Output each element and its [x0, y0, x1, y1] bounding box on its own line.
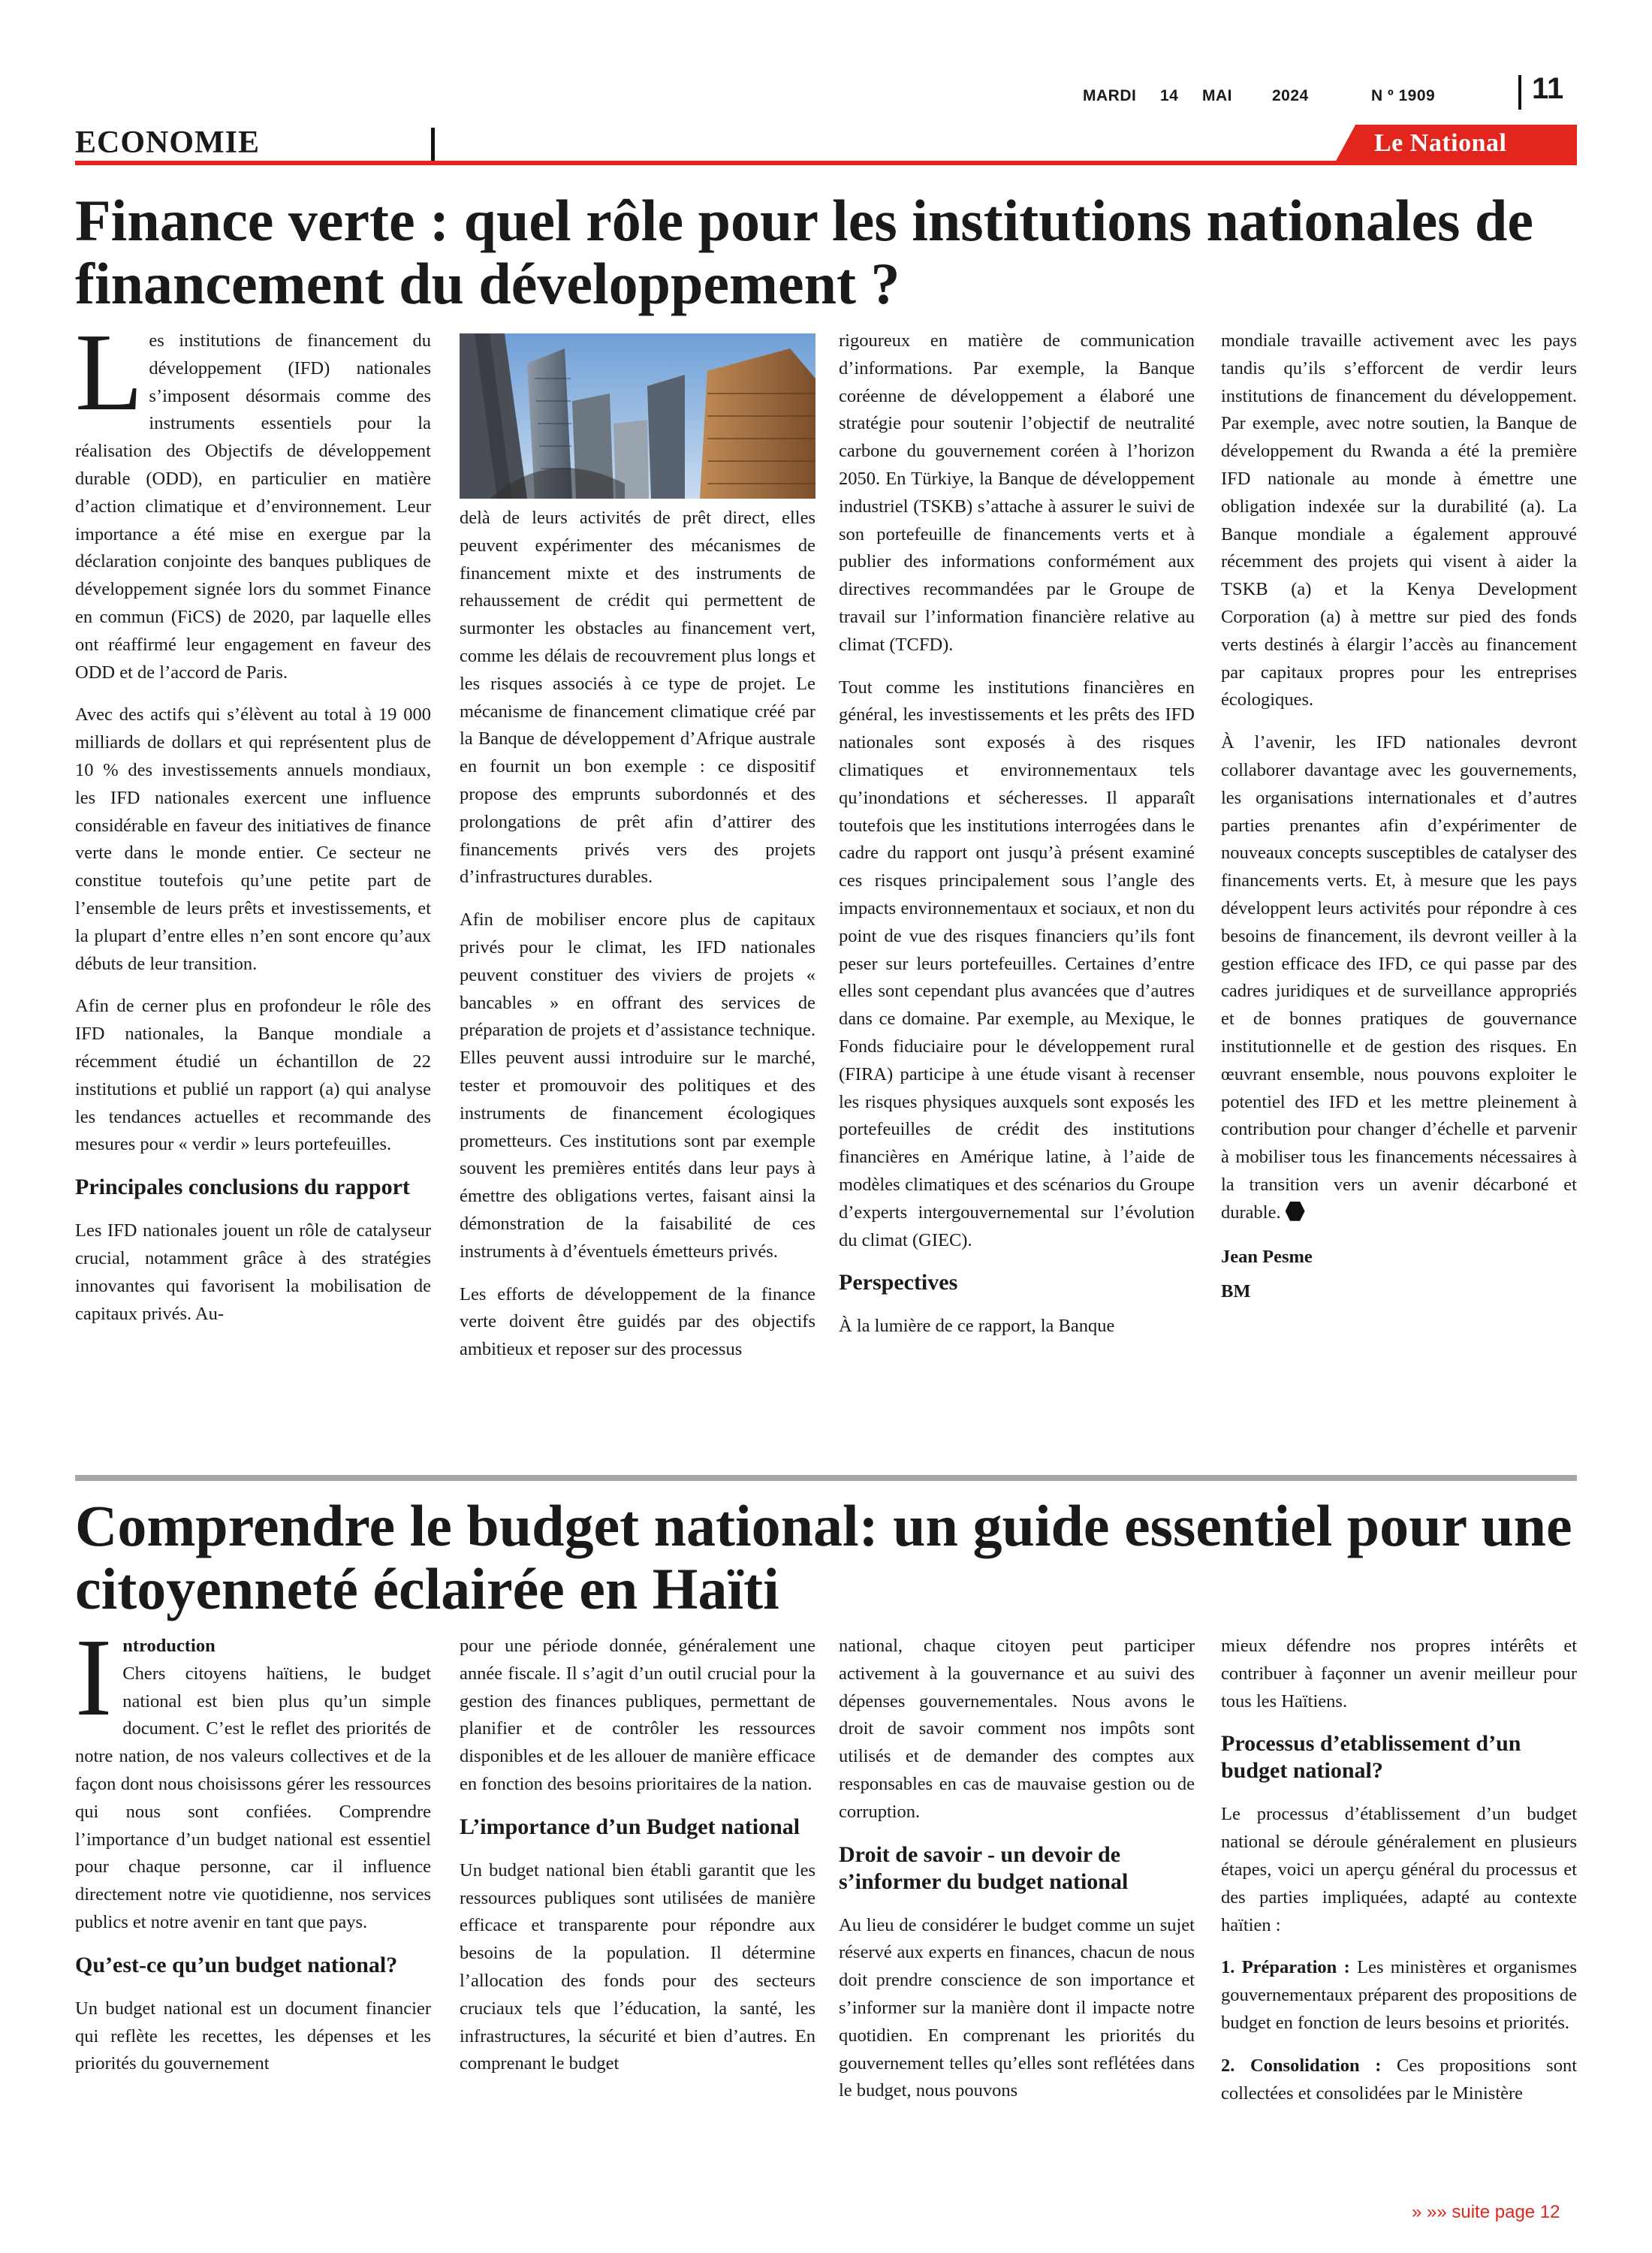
article2-step: 2. Consolidation : Ces propositions sont collectées et consolidées par le Ministère — [1221, 2055, 1577, 2104]
article1-dropcap: L — [75, 311, 143, 434]
article1-author-affiliation: BM — [1221, 1281, 1251, 1302]
article2-column-3 — [839, 1633, 1195, 2120]
article1-paragraph: mondiale travaille activement avec les pays tandis qu’ils s’efforcent de verdir leurs institutions de financement du développement. Par exemple, avec notre soutien, la Banque de développement du Rwanda a été la première IFD nationale au monde à émettre une obligation indexée sur la durabilité (a). La Banque mondiale a également approuvé récemment des projets qui visent à aider la TSKB (a) et la Kenya Development Corporation (a) à mettre sur pied des fonds verts destinés à élargir l’accès au financement par capitaux propres pour les entreprises écologiques. — [1221, 330, 1577, 710]
page-number-bar — [1518, 75, 1521, 110]
continuation-link[interactable]: » »» suite page 12 — [1412, 2202, 1560, 2222]
article1-paragraph: Afin de cerner plus en profondeur le rôle des IFD nationales, la Banque mondiale a récemment étudié un échantillon de 22 institutions et publié un rapport (a) qui analyse les tendances actuelles et recommande des mesures pour « verdir » leurs portefeuilles. — [75, 996, 431, 1155]
article1-column-2 — [460, 505, 815, 1379]
article2-paragraph: national, chaque citoyen peut participer activement à la gouvernance et au suivi des dépenses gouvernementales. Nous avons le droit de savoir comment nos impôts sont utilisés et de demander des comptes aux responsables en cas de mauvaise gestion ou de corruption. — [839, 1636, 1195, 1822]
article1-headline: Finance verte : quel rôle pour les institutions nationales de financement du développement ? — [75, 188, 1534, 316]
article1-paragraph: Les IFD nationales jouent un rôle de catalyseur crucial, notamment grâce à des stratégies innovantes qui favorisent la mobilisation de capitaux privés. Au- — [75, 1220, 431, 1324]
article2-dropcap: I — [75, 1616, 113, 1739]
article1-photo-skyscrapers — [460, 333, 815, 499]
step-label: 2. Consolidation : — [1221, 2055, 1382, 2076]
article1-paragraph: Avec des actifs qui s’élèvent au total à 19 000 milliards de dollars et qui représentent plus de 10 % des investissements annuels mondiaux, les IFD nationales exercent une influence considérable en faveur des initiatives de finance verte dans le monde entier. Ce secteur ne constitue toutefois qu’une petite part de l’ensemble de leurs prêts et investissements, et la plupart d’entre elles n’en sont encore qu’aux débuts de leur transition. — [75, 704, 431, 974]
header-date: 14 — [1160, 87, 1179, 104]
article1-paragraph: rigoureux en matière de communication d’informations. Par exemple, la Banque coréenne de développement a élaboré une stratégie pour soutenir l’objectif de neutralité carbone du gouvernement coréen à l’horizon 2050. En Türkiye, la Banque de développement industriel (TSKB) s’attache à assurer le suivi de son portefeuille de financements verts et à publier des informations conformément aux directives recommandées par le Groupe de travail sur l’information financière relative au climat (TCFD). — [839, 330, 1195, 655]
article2-paragraph: mieux défendre nos propres intérêts et contribuer à façonner un avenir meilleur pour tous les Haïtiens. — [1221, 1636, 1577, 1712]
article1-paragraph: Afin de mobiliser encore plus de capitaux privés pour le climat, les IFD nationales peuvent constituer des viviers de projets « bancables » en offrant des services de préparation de projets et d’assistance technique. Elles peuvent aussi introduire sur le marché, tester et promouvoir des politiques et des instruments de financement écologiques prometteurs. Ces institutions sont par exemple souvent les premières entités dans leur pays à émettre des obligations vertes, faisant ainsi la démonstration de la faisabilité de ces instruments à d’éventuels émetteurs privés. — [460, 909, 815, 1262]
end-of-article-icon — [1286, 1202, 1305, 1221]
article2-paragraph: Au lieu de considérer le budget comme un sujet réservé aux experts en finances, chacun de nous doit prendre conscience de son importance et s’informer sur la manière dont il impacte notre quotidien. En comprenant les priorités du gouvernement telles qu’elles sont reflétées dans le budget, nous pouvons — [839, 1914, 1195, 2101]
article2-subheading: Droit de savoir - un devoir de s’informer du budget national — [839, 1841, 1129, 1894]
article-divider — [75, 1475, 1577, 1481]
article1-column-4 — [1221, 327, 1577, 1306]
article1-paragraph: À la lumière de ce rapport, la Banque — [839, 1316, 1115, 1337]
article2-paragraph: pour une période donnée, généralement une année fiscale. Il s’agit d’un outil crucial pour la gestion des finances publiques, permettant de planifier et de contrôler les ressources disponibles et de les allouer de manière efficace en fonction des besoins prioritaires de la nation. — [460, 1636, 815, 1794]
header-year: 2024 — [1272, 87, 1309, 104]
article2-paragraph: Un budget national est un document financier qui reflète les recettes, les dépenses et les priorités du gouvernement — [75, 1998, 431, 2074]
article1-column-1 — [75, 311, 431, 1343]
article2-paragraph: Le processus d’établissement d’un budget national se déroule généralement en plusieurs étapes, voici un aperçu général du processus et des parties impliquées, adapté au contexte haïtien : — [1221, 1804, 1577, 1935]
header-month: MAI — [1202, 87, 1232, 104]
section-bar — [431, 128, 435, 161]
article2-subheading: Qu’est-ce qu’un budget national? — [75, 1952, 398, 1977]
article2-subheading: L’importance d’un Budget national — [460, 1814, 800, 1839]
article1-paragraph: Les efforts de développement de la finance verte doivent être guidés par des objectifs ambitieux et reposer sur des processus — [460, 1283, 815, 1360]
brand-name: Le National — [1374, 129, 1507, 157]
article2-headline: Comprendre le budget national: un guide essentiel pour une citoyenneté éclairée en Haïti — [75, 1493, 1572, 1621]
article1-paragraph: delà de leurs activités de prêt direct, elles peuvent expérimenter des mécanismes de financement mixte et des instruments de rehaussement de crédit qui permettent de surmonter les obstacles au financement vert, comme les délais de recouvrement plus longs et les risques associés à ce type de projet. Le mécanisme de financement climatique créé par la Banque de développement d’Afrique australe en fournit un bon exemple : ce dispositif propose des emprunts subordonnés et des prolongations de prêt afin d’attirer des financements privés vers des projets d’infrastructures durables. — [460, 508, 815, 888]
article2-intro-label: ntroduction — [122, 1636, 216, 1656]
article2-column-4 — [1221, 1633, 1577, 2122]
article1-paragraph: Tout comme les institutions financières en général, les investissements et les prêts des IFD nationales sont exposés à des risques climatiques et environnementaux tels qu’inondations et sécheresses. Il apparaît toutefois que les institutions interrogées dans le cadre du rapport ont jusqu’à présent examiné ces risques principalement sous l’angle des impacts environnementaux et sociaux, et non du point de vue des risques financiers qu’ils font peser sur leurs portefeuilles. Certaines d’entre elles sont cependant plus avancées que d’autres dans ce domaine. Par exemple, au Mexique, le Fonds fiduciaire pour le développement rural (FIRA) participe à une étude visant à recenser les risques physiques auxquels sont exposés les portefeuilles de crédit des institutions financières en Amérique latine, à l’aide de modèles climatiques et des scénarios du Groupe d’experts intergouvernemental sur l’évolution du climat (GIEC). — [839, 677, 1195, 1250]
article2-paragraph: Introduction Chers citoyens haïtiens, le budget national est bien plus qu’un simple document. C’est le reflet des priorités de notre nation, de nos valeurs collectives et de la façon dont nous choisissons gérer les ressources qui nous sont confiées. Comprendre l’importance d’un budget national est essentiel pour chaque personne, car il influence directement notre vie quotidienne, nos services publics et notre avenir en tant que pays. — [75, 1616, 431, 1932]
article1-author: Jean Pesme — [1221, 1246, 1313, 1267]
article1-paragraph: À l’avenir, les IFD nationales devront collaborer davantage avec les gouvernements, les organisations internationales et d’autres parties prenantes afin d’expérimenter de nouveaux concepts susceptibles de catalyser des financements verts. Et, à mesure que les pays développent leurs activités pour répondre à ces besoins de financement, ils devront veiller à la gestion efficace des IFD, ce qui passe par des cadres juridiques et de surveillance appropriés et de bonnes pratiques de gouvernance institutionnelle et de gestion des risques. En œuvrant ensemble, nous pouvons exploiter le potentiel des IFD et les mettre pleinement à contribution pour changer d’échelle et parvenir à mobiliser tous les financements nécessaires à la transition vers un avenir décarboné et durable. — [1221, 732, 1577, 1223]
page-number: 11 — [1532, 72, 1564, 105]
article2-column-2 — [460, 1633, 815, 2093]
article1-subheading: Perspectives — [839, 1270, 958, 1295]
article2-step: 1. Préparation : Les ministères et organismes gouvernementaux préparent des propositions de budget en fonction de leurs besoins et priorités. — [1221, 1957, 1578, 2033]
article2-paragraph: Un budget national bien établi garantit que les ressources publiques sont utilisées de manière efficace et transparente pour répondre aux besoins de la population. Il détermine l’allocation des fonds pour des secteurs cruciaux tels que l’éducation, la santé, les infrastructures, la sécurité et bien d’autres. En comprenant le budget — [460, 1859, 815, 2074]
article1-column-3 — [839, 327, 1195, 1356]
article1-paragraph: Les institutions de financement du développement (IFD) nationales s’imposent désormais comme des instruments essentiels pour la réalisation des Objectifs de développement durable (ODD), en particulier en matière d’action climatique et d’environnement. Leur importance a été mise en exergue par la déclaration conjointe des banques publiques de développement signée lors du sommet Finance en commun (FiCS) de 2020, par laquelle elles ont réaffirmé leur engagement en faveur des ODD et de l’accord de Paris. — [75, 311, 431, 683]
header-issue-number: N º 1909 — [1371, 87, 1436, 104]
header-day: MARDI — [1083, 87, 1137, 104]
article2-subheading: Processus d’etablissement d’un budget national? — [1221, 1731, 1521, 1784]
article2-column-1 — [75, 1616, 431, 2093]
section-title: ECONOMIE — [75, 125, 261, 160]
step-label: 1. Préparation : — [1221, 1957, 1350, 1978]
article1-subheading: Principales conclusions du rapport — [75, 1175, 410, 1200]
